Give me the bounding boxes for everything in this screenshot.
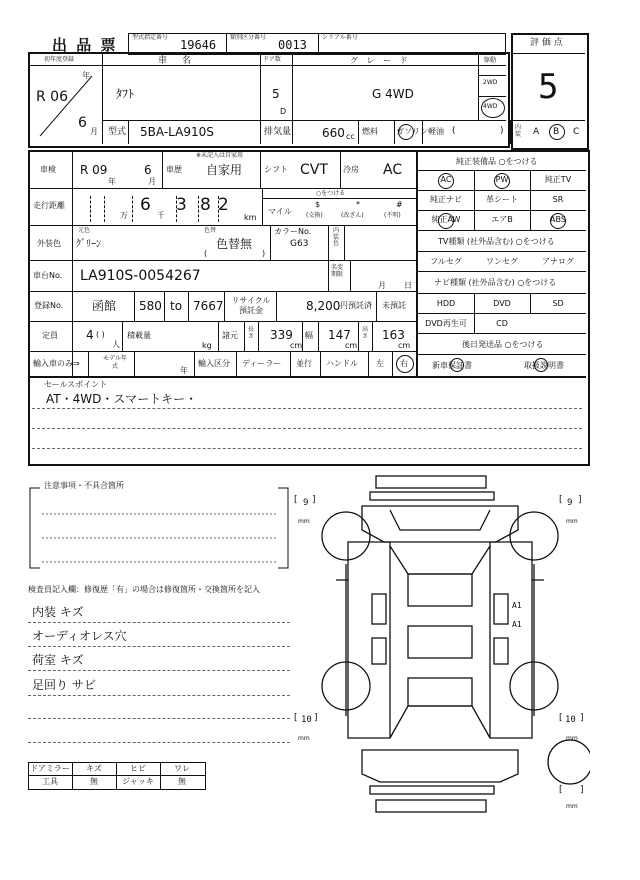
doors: 5 — [272, 87, 280, 101]
length-cm: cm — [290, 341, 303, 350]
legend-break: ワレ — [174, 764, 190, 773]
legend-mirror: ドアミラー — [30, 764, 70, 773]
first-reg-month: 6 — [78, 115, 87, 131]
grade-label: グ レ ー ド — [350, 56, 411, 65]
height-label: 高さ — [362, 326, 369, 340]
handle-right-circle — [396, 355, 414, 373]
recycle-unpaid: 未預託 — [382, 301, 406, 310]
ship-title: 後日発送品 ○をつける — [462, 340, 544, 349]
tire-rr-bracket: [ — [559, 713, 563, 723]
ship-manual-circle — [534, 358, 548, 372]
year-unit: 年 — [82, 71, 90, 80]
mileage-digit-2: 3 — [176, 195, 187, 215]
legend-jack: ジャッキ — [122, 777, 154, 786]
displacement: 660 — [322, 126, 345, 140]
mile-star: * — [356, 200, 360, 209]
mile-altered: (改ざん) — [341, 212, 364, 219]
fuel-other-close: ) — [500, 126, 504, 136]
mileage-digit-4: 2 — [218, 195, 229, 215]
inspection-label: 車検 — [40, 165, 56, 174]
navi-title: ナビ種類 (社外品含む) ○をつける — [434, 278, 557, 287]
mile-hash: # — [396, 200, 403, 209]
color-no: G63 — [290, 239, 309, 249]
interior-color-label: 内装色 — [333, 227, 340, 248]
height-cm: cm — [398, 341, 411, 350]
fuel-gasoline: ガソリン — [396, 127, 428, 136]
car-diagram — [290, 470, 590, 830]
tire-fl-bracket-close: ] — [312, 495, 316, 505]
equip-ac-circle — [438, 173, 454, 189]
color-paren-close: ) — [262, 249, 266, 258]
note-item-3: 荷室 キズ — [32, 653, 84, 667]
tire-rr-mm: mm — [566, 735, 578, 742]
history-value: 自家用 — [206, 163, 243, 177]
drive-4wd: 4WD — [483, 103, 498, 110]
capacity-label: 定員 — [42, 331, 58, 340]
capacity: 4 — [86, 328, 94, 342]
tire-fr-depth: 9 — [567, 498, 573, 508]
tire-fr-bracket: [ — [559, 495, 563, 505]
grade: G 4WD — [372, 87, 414, 101]
legend-tools-val: 無 — [90, 777, 98, 786]
inspector-label: 検査員記入欄：修復歴「有」の場合は修復箇所・交換箇所を記入 — [28, 585, 260, 594]
handle-right: 右 — [400, 359, 408, 368]
car-name-label: 車 名 — [158, 56, 197, 66]
ship-warranty-circle — [450, 358, 464, 372]
inspection-month-unit: 月 — [148, 177, 156, 186]
displacement-label: 排気量 — [264, 127, 292, 137]
name-change-label: 名変期限 — [331, 264, 344, 279]
note-item-1: 内装 キズ — [32, 605, 84, 619]
ship-warranty: 新車保証書 — [432, 361, 472, 370]
tire-fl-mm: mm — [298, 518, 310, 525]
legend-jack-val: 無 — [178, 777, 186, 786]
sales-line-1: AT・4WD・スマートキー・ — [46, 392, 198, 406]
first-reg-label: 初年度登録 — [44, 56, 75, 63]
mileage-label: 走行距離 — [33, 201, 65, 210]
class-no: 0013 — [278, 38, 307, 52]
mile-unknown: (不明) — [384, 212, 401, 219]
fuel-diesel: 軽油 — [428, 127, 444, 136]
spare-bracket-close: ] — [580, 785, 584, 795]
legend-crack: ヒビ — [130, 764, 146, 773]
fuel-other-open: ( — [452, 126, 456, 136]
capacity-unit: 人 — [112, 340, 120, 349]
fuel-label: 燃料 — [362, 127, 378, 136]
recycle-amount: 8,200 — [306, 299, 341, 313]
form-title: 出 品 票 — [52, 36, 118, 54]
spec-no-label: 型式指定番号 — [132, 34, 169, 41]
color-change: 色替無 — [216, 237, 253, 251]
notes-bracket — [28, 481, 290, 570]
orig-color: ｸﾞﾘｰﾝ — [76, 239, 101, 250]
mileage-digit-1: 6 — [140, 195, 151, 215]
reg-number: 7667 — [193, 299, 224, 313]
import-label: 輸入車のみ⇒ — [33, 359, 80, 368]
tire-rr-depth: 10 — [565, 715, 576, 725]
navi-dvd: DVD — [493, 299, 511, 308]
navi-sd: SD — [552, 299, 564, 308]
sales-label: セールスポイント — [44, 380, 108, 389]
spare-mm: mm — [566, 803, 578, 810]
serial-label: シリアル番号 — [322, 34, 358, 41]
handle-label: ハンドル — [326, 359, 358, 368]
first-reg-era: R 06 — [36, 89, 68, 105]
inspection-year: R 09 — [80, 163, 108, 177]
spec-no: 19646 — [180, 38, 217, 52]
km-unit: km — [244, 213, 257, 222]
equip-aw: 純正AW — [431, 215, 461, 224]
drive-label: 駆動 — [484, 57, 497, 64]
width-cm: cm — [345, 341, 358, 350]
drive-4wd-circle — [481, 98, 505, 118]
fuel-gasoline-circle — [398, 124, 414, 140]
inspection-month: 6 — [144, 163, 152, 177]
tire-fr-bracket-close: ] — [578, 495, 582, 505]
tv-analog: アナログ — [542, 257, 574, 266]
equip-pw-circle — [494, 173, 510, 189]
load-label: 積載量 — [127, 331, 151, 340]
load-kg: kg — [202, 341, 212, 350]
ac-label: 冷房 — [343, 165, 359, 174]
score-value: 5 — [538, 67, 559, 107]
equip-aw-circle — [438, 213, 454, 229]
mile-label: マイル — [268, 207, 292, 216]
tv-title: TV種類 (社外品含む) ○をつける — [438, 237, 555, 246]
color-paren-open: ( — [204, 249, 208, 258]
equip-airbag: エアB — [491, 215, 513, 224]
tire-rl-bracket: [ — [294, 713, 298, 723]
color-change-label: 色替 — [204, 227, 217, 234]
equip-leather: 革シート — [486, 195, 518, 204]
orig-color-label: 元色 — [78, 227, 91, 234]
import-dealer: ディーラー — [242, 359, 282, 368]
interior-label: 内装 — [515, 124, 522, 138]
width: 147 — [328, 328, 351, 342]
mile-exchange: (交換) — [306, 212, 323, 219]
equip-sr: SR — [552, 195, 564, 204]
mileage-digit-3: 8 — [200, 195, 211, 215]
ship-manual: 取扱説明書 — [524, 361, 564, 370]
chassis-number: LA910S-0054267 — [80, 268, 201, 284]
man-unit: 万 — [120, 211, 128, 220]
recycle-suffix: 円預託済 — [340, 301, 372, 310]
model: 5BA-LA910S — [140, 125, 214, 139]
tv-oneseg: ワンセグ — [486, 257, 518, 266]
height: 163 — [382, 328, 405, 342]
month-unit: 月 — [90, 127, 98, 136]
equip-abs-circle — [550, 213, 566, 229]
length-label: 長さ — [248, 326, 255, 340]
navi-dvd-play: DVD再生可 — [425, 319, 467, 328]
note-item-4: 足回り サビ — [32, 678, 96, 692]
tire-fr-mm: mm — [566, 518, 578, 525]
damage-mark-1: A1 — [512, 601, 522, 610]
chassis-label: 車台No. — [33, 271, 63, 280]
model-year-unit: 年 — [180, 366, 188, 375]
navi-hdd: HDD — [436, 299, 456, 308]
tire-rl-depth: 10 — [301, 715, 312, 725]
damage-mark-2: A1 — [512, 620, 522, 629]
ext-color-label: 外装色 — [37, 239, 61, 248]
tire-rl-mm: mm — [298, 735, 310, 742]
length: 339 — [270, 328, 293, 342]
equip-pw: PW — [495, 175, 509, 184]
tire-rl-bracket-close: ] — [314, 713, 318, 723]
note-item-2: オーディオレス穴 — [32, 629, 127, 643]
tire-rr-bracket-close: ] — [580, 713, 584, 723]
interior-b: B — [553, 127, 560, 137]
cc-unit: cc — [346, 132, 355, 141]
mile-dollar: $ — [315, 200, 321, 209]
inspection-year-unit: 年 — [108, 177, 116, 186]
name-change-day: 日 — [404, 281, 412, 290]
model-label: 型式 — [108, 127, 127, 137]
recycle-label: リサイクル預託金 — [231, 296, 271, 315]
tire-fl-depth: 9 — [303, 498, 309, 508]
interior-a: A — [533, 127, 540, 137]
legend-scratch: キズ — [86, 764, 102, 773]
score-label: 評 価 点 — [530, 38, 563, 48]
model-year-label: モデル年式 — [103, 355, 127, 370]
tire-fl-bracket: [ — [294, 495, 298, 505]
spare-bracket: [ — [559, 785, 563, 795]
equip-ac: AC — [440, 175, 452, 184]
equip-title: 純正装備品 ○をつける — [456, 157, 538, 166]
equip-navi: 純正ナビ — [430, 195, 462, 204]
reg-kana: to — [170, 299, 183, 313]
interior-c: C — [573, 127, 580, 137]
car-name: ﾀﾌﾄ — [116, 87, 135, 101]
tv-fullseg: フルセグ — [430, 257, 462, 266]
doors-label: ドア数 — [263, 56, 281, 63]
width-label: 幅 — [305, 331, 313, 340]
import-class-label: 輸入区分 — [198, 359, 230, 368]
history-label: 車歴 — [166, 165, 182, 174]
mileage-boxes — [76, 192, 236, 222]
history-note: ※未記入は自家用 — [196, 152, 244, 159]
color-no-label: カラーNo. — [274, 227, 312, 236]
reg-area: 函館 — [92, 299, 117, 313]
capacity-paren: ( ) — [96, 330, 105, 339]
import-parallel: 並行 — [296, 359, 312, 368]
equip-tv: 純正TV — [544, 175, 572, 184]
notes-label: 注意事項・不具合箇所 — [44, 481, 124, 490]
reg-class: 580 — [139, 299, 162, 313]
reg-label: 登録No. — [34, 301, 64, 310]
equip-abs: ABS — [550, 215, 566, 224]
mile-circle-note: ○をつける — [316, 190, 346, 197]
navi-cd: CD — [496, 319, 508, 328]
name-change-month: 月 — [378, 281, 386, 290]
interior-b-circle — [549, 124, 565, 140]
legend-tools: 工具 — [42, 777, 58, 786]
ac-value: AC — [383, 162, 403, 178]
class-no-label: 類別区分番号 — [230, 34, 267, 41]
drive-2wd: 2WD — [483, 79, 498, 86]
shift-label: シフト — [264, 165, 288, 174]
shift-value: CVT — [300, 162, 328, 178]
sen-unit: 千 — [157, 211, 165, 220]
dim-label: 諸元 — [222, 331, 238, 340]
door-type: D — [280, 107, 287, 116]
handle-left: 左 — [376, 359, 384, 368]
